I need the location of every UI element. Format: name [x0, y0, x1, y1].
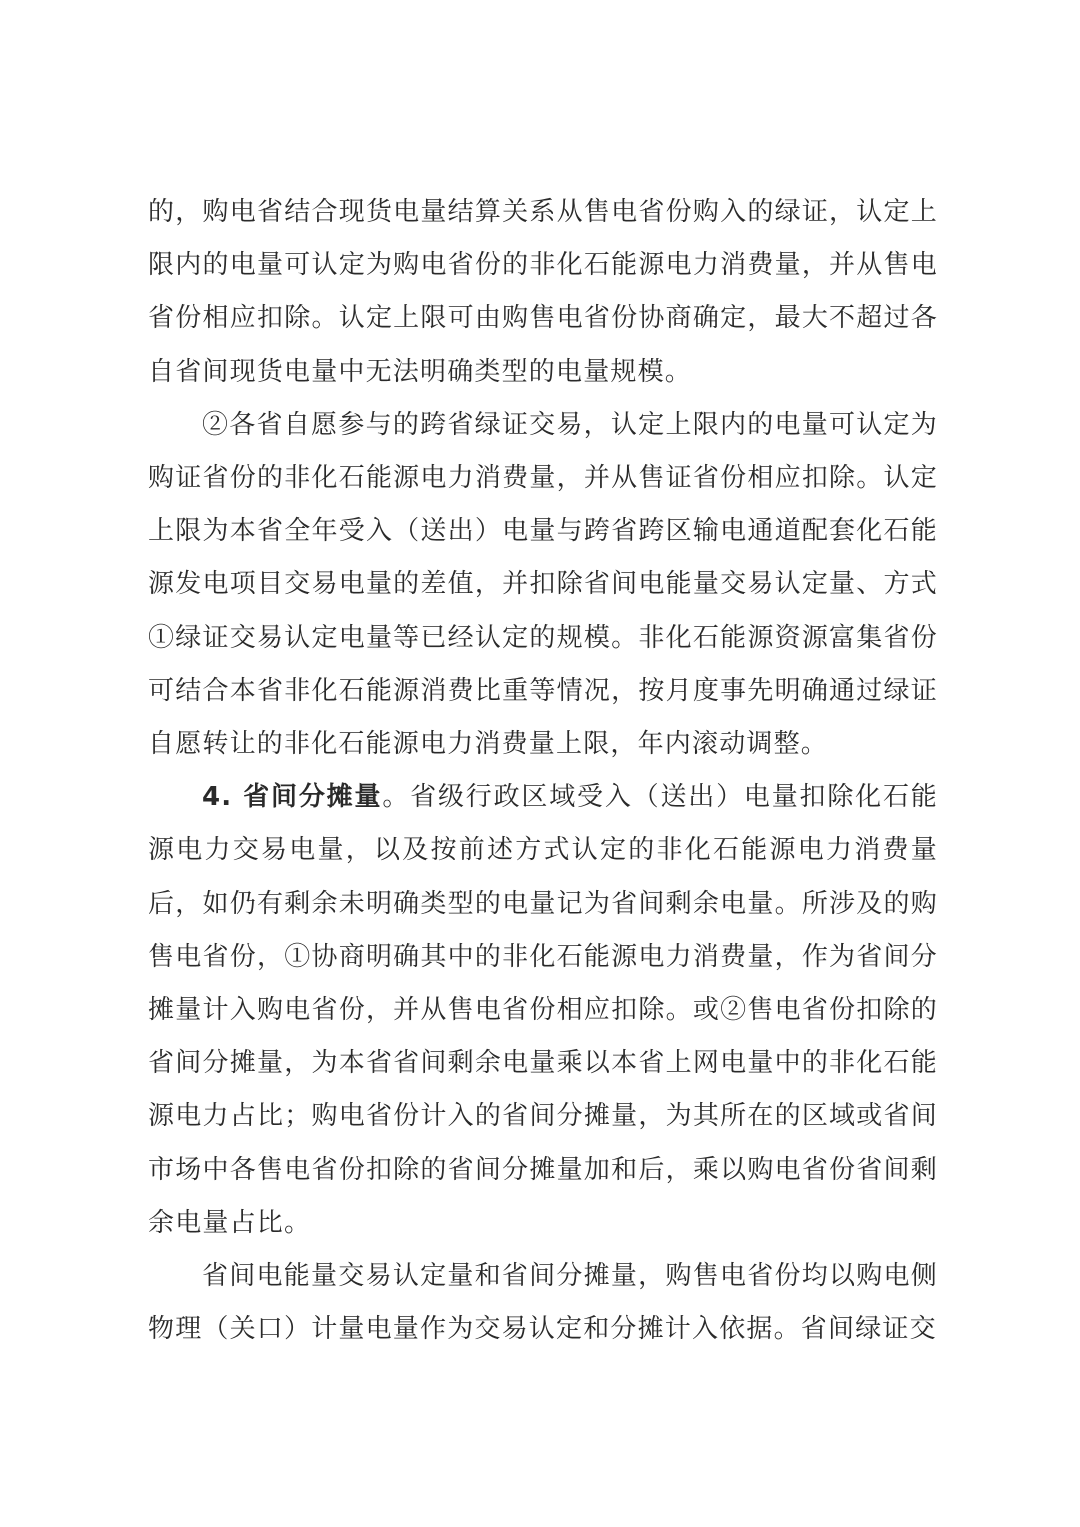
document-body [148, 186, 938, 1356]
paragraph-cross-province-green-certificate: ②各省自愿参与的跨省绿证交易，认定上限内的电量可认定为购证省份的非化石能源电力消费量，并从售证省份相应扣除。认定上限为本省全年受入（送出）电量与跨省跨区输电通道配套化石能源发电项目交易电量的差值，并扣除省间电能量交易认定量、方式①绿证交易认定电量等已经认定的规模。非化石能源资源富集省份可结合本省非化石能源消费比重等情况，按月度事先明确通过绿证自愿转让的非化石能源电力消费量上限，年内滚动调整。 [148, 409, 938, 760]
section-heading: 4. 省间分摊量 [202, 782, 383, 813]
paragraph-inter-province-allocation [148, 771, 938, 1250]
paragraph-metering-basis: 省间电能量交易认定量和省间分摊量，购售电省份均以购电侧物理（关口）计量电量作为交易认定和分摊计入依据。省间绿证交 [148, 1261, 938, 1345]
paragraph-body: 。省级行政区域受入（送出）电量扣除化石能源电力交易电量，以及按前述方式认定的非化石能源电力消费量后，如仍有剩余未明确类型的电量记为省间剩余电量。所涉及的购售电省份，①协商明确其中的非化石能源电力消费量，作为省间分摊量计入购电省份，并从售电省份相应扣除。或②售电省份扣除的省间分摊量，为本省省间剩余电量乘以本省上网电量中的非化石能源电力占比；购电省份计入的省间分摊量，为其所在的区域或省间市场中各售电省份扣除的省间分摊量加和后，乘以购电省份省间剩余电量占比。 [148, 782, 938, 1238]
paragraph-continuation: 的，购电省结合现货电量结算关系从售电省份购入的绿证，认定上限内的电量可认定为购电省份的非化石能源电力消费量，并从售电省份相应扣除。认定上限可由购售电省份协商确定，最大不超过各自省间现货电量中无法明确类型的电量规模。 [148, 197, 938, 387]
